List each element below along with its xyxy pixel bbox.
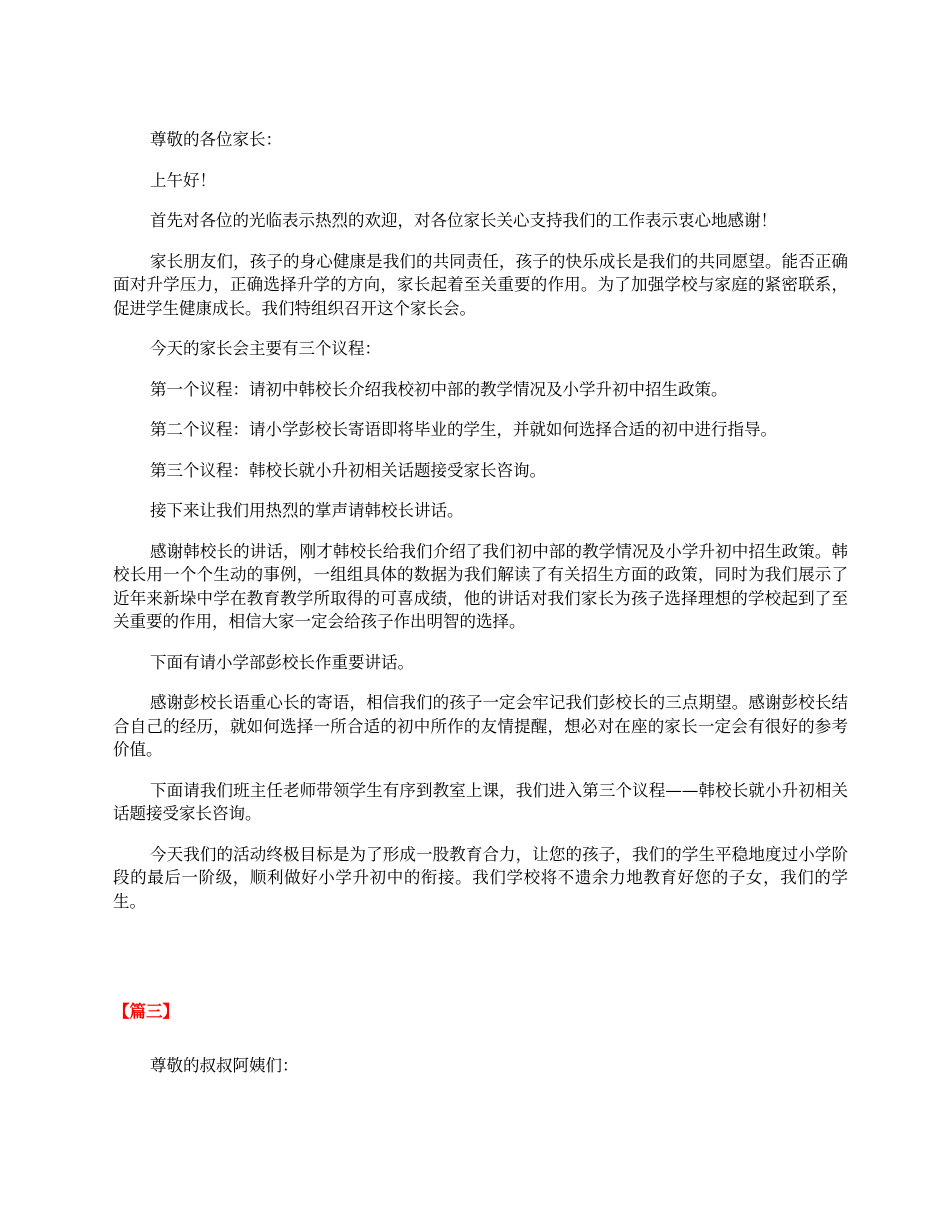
third-agenda-transition: 下面请我们班主任老师带领学生有序到教室上课，我们进入第三个议程——韩校长就小升初相关话题接受家长咨询。 [113, 780, 848, 823]
intro-paragraph: 家长朋友们，孩子的身心健康是我们的共同责任，孩子的快乐成长是我们的共同愿望。能否正确面对升学压力，正确选择升学的方向，家长起着至关重要的作用。为了加强学校与家庭的紧密联系，促进学生健康成长。我们特组织召开这个家长会。 [113, 251, 848, 318]
greeting: 上午好！ [150, 170, 216, 190]
thanks-han-paragraph: 感谢韩校长的讲话，刚才韩校长给我们介绍了我们初中部的教学情况及小学升初中招生政策。韩校长用一个个生动的事例，一组组具体的数据为我们解读了有关招生方面的政策，同时为我们展示了近年来新垛中学在教育教学所取得的可喜成绩，他的讲话对我们家长为孩子选择理想的学校起到了至关重要的作用，相信大家一定会给孩子作出明智的选择。 [113, 541, 848, 631]
agenda-intro: 今天的家长会主要有三个议程： [150, 339, 381, 358]
agenda-item-2: 第二个议程：请小学彭校长寄语即将毕业的学生，并就如何选择合适的初中进行指导。 [150, 420, 777, 439]
section-salutation: 尊敬的叔叔阿姨们： [150, 1056, 299, 1075]
section-title: 【篇三】 [113, 1002, 179, 1021]
section-spacer [113, 930, 848, 1000]
welcome-paragraph: 首先对各位的光临表示热烈的欢迎，对各位家长关心支持我们的工作表示衷心地感谢！ [150, 211, 777, 230]
agenda-item-3: 第三个议程：韩校长就小升初相关话题接受家长咨询。 [150, 460, 546, 480]
closing-paragraph: 今天我们的活动终极目标是为了形成一股教育合力，让您的孩子，我们的学生平稳地度过小学阶段的最后一阶级，顺利做好小学升初中的衔接。我们学校将不遗余力地教育好您的子女，我们的学生。 [113, 844, 848, 911]
agenda-item-1: 第一个议程：请初中韩校长介绍我校初中部的教学情况及小学升初中招生政策。 [150, 379, 728, 399]
invite-peng-speech: 下面有请小学部彭校长作重要讲话。 [150, 652, 414, 672]
invite-han-speech: 接下来让我们用热烈的掌声请韩校长讲话。 [150, 501, 464, 520]
thanks-peng-paragraph: 感谢彭校长语重心长的寄语，相信我们的孩子一定会牢记我们彭校长的三点期望。感谢彭校长结合自己的经历，就如何选择一所合适的初中所作的友情提醒，想必对在座的家长一定会有很好的参考价值。 [113, 693, 848, 759]
document-page [113, 128, 848, 1095]
salutation: 尊敬的各位家长： [150, 130, 282, 149]
